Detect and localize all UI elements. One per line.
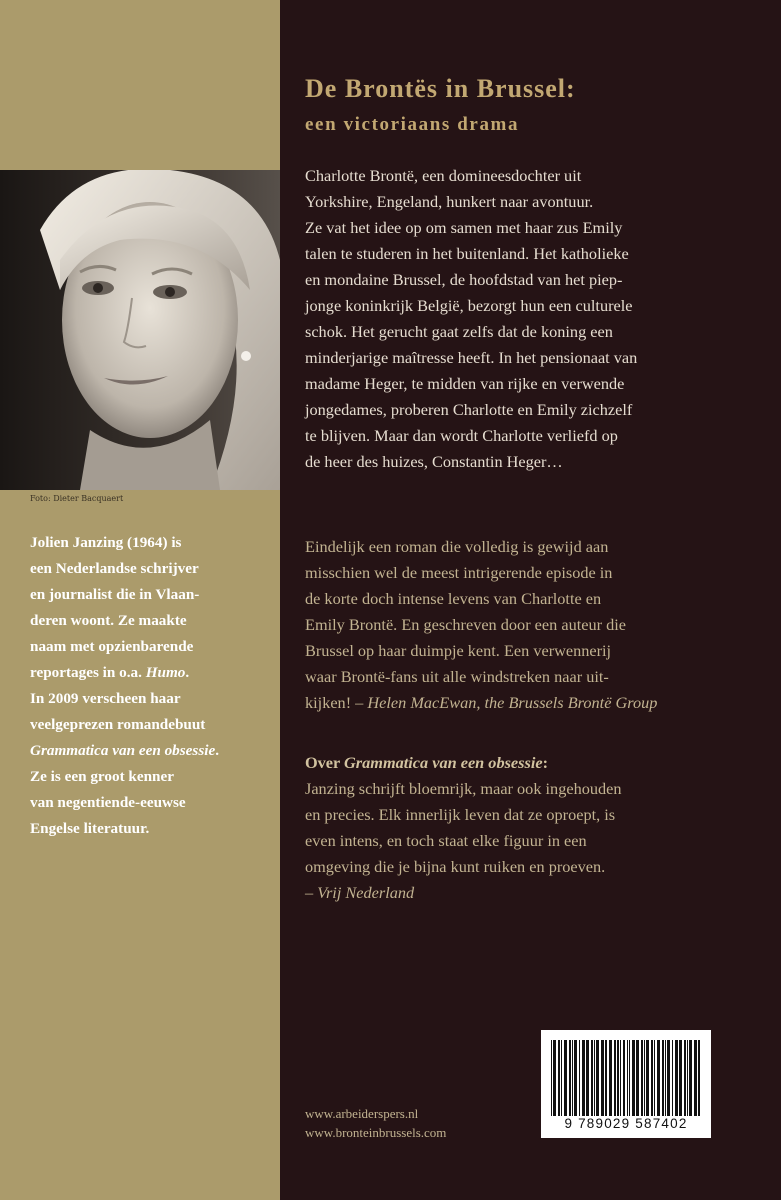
- blurb-line: en mondaine Brussel, de hoofdstad van het piep-: [305, 270, 623, 289]
- over-line: en precies. Elk innerlijk leven dat ze oproept, is: [305, 805, 616, 824]
- bio-line: naam met opzienbarende: [30, 638, 194, 655]
- barcode-bar: [558, 1040, 560, 1116]
- review-source: Helen MacEwan, the Brussels Brontë Group: [367, 693, 658, 712]
- barcode-bar: [646, 1040, 649, 1116]
- bio-line: veelgeprezen romandebuut: [30, 716, 206, 733]
- barcode-bar: [614, 1040, 616, 1116]
- barcode-bar: [582, 1040, 585, 1116]
- bio-line: deren woont. Ze maakte: [30, 612, 187, 629]
- book-title: De Brontës in Brussel:: [305, 74, 576, 103]
- blurb-line: talen te studeren in het buitenland. Het katholieke: [305, 244, 629, 263]
- blurb-line: Yorkshire, Engeland, hunkert naar avontuur.: [305, 192, 594, 211]
- barcode-bar: [641, 1040, 643, 1116]
- publisher-url[interactable]: www.arbeiderspers.nl: [305, 1106, 419, 1121]
- review-line: Emily Brontë. En geschreven door een auteur die: [305, 615, 626, 634]
- barcode-bar: [672, 1040, 673, 1116]
- barcode-bar: [687, 1040, 688, 1116]
- barcode-bar: [662, 1040, 664, 1116]
- over-prefix: Over: [305, 753, 345, 772]
- review-line: misschien wel de meest intrigerende episode in: [305, 563, 613, 582]
- barcode-bar: [667, 1040, 670, 1116]
- bio-humo: Humo: [145, 664, 186, 681]
- barcode-bar: [620, 1040, 621, 1116]
- bio-line: Ze is een groot kenner: [30, 768, 174, 785]
- blurb-line: madame Heger, te midden van rijke en verwende: [305, 374, 625, 393]
- review-line: waar Brontë-fans uit alle windstreken naar uit-: [305, 667, 609, 686]
- barcode-bar: [651, 1040, 653, 1116]
- bio-text: reportages in o.a.: [30, 664, 146, 681]
- over-line: Janzing schrijft bloemrijk, maar ook ingehouden: [305, 779, 622, 798]
- bio-line: een Nederlandse schrijver: [30, 560, 199, 577]
- barcode-bar: [605, 1040, 607, 1116]
- blurb-line: jongedames, proberen Charlotte en Emily zichzelf: [305, 400, 633, 419]
- barcode-bar: [572, 1040, 573, 1116]
- barcode-bar: [679, 1040, 682, 1116]
- barcode-bar: [627, 1040, 628, 1116]
- review-text: kijken! –: [305, 693, 368, 712]
- bio-line: In 2009 verscheen haar: [30, 690, 181, 707]
- barcode-bar: [609, 1040, 612, 1116]
- over-title: Grammatica van een obsessie: [344, 753, 543, 772]
- author-bio: [30, 530, 272, 842]
- barcode-bar: [684, 1040, 686, 1116]
- barcode-bar: [675, 1040, 678, 1116]
- bio-line: en journalist die in Vlaan-: [30, 586, 200, 603]
- bio-line: [30, 738, 272, 764]
- review-line: Eindelijk een roman die volledig is gewijd aan: [305, 537, 609, 556]
- over-source: Vrij Nederland: [317, 883, 415, 902]
- blurb-line: Ze vat het idee op om samen met haar zus Emily: [305, 218, 623, 237]
- review-quote: [305, 534, 765, 716]
- blurb-line: minderjarige maîtresse heeft. In het pensionaat van: [305, 348, 638, 367]
- book-url[interactable]: www.bronteinbrussels.com: [305, 1125, 447, 1140]
- barcode-bar: [644, 1040, 645, 1116]
- blurb-line: Charlotte Brontë, een domineesdochter uit: [305, 166, 582, 185]
- barcode: [541, 1030, 711, 1138]
- bio-line: [30, 660, 272, 686]
- review-line: de korte doch intense levens van Charlotte en: [305, 589, 602, 608]
- barcode-bar: [698, 1040, 700, 1116]
- bio-line: Engelse literatuur.: [30, 820, 150, 837]
- barcode-bar: [553, 1040, 556, 1116]
- barcode-bar: [657, 1040, 660, 1116]
- isbn-number: 9 789029 587402: [564, 1116, 688, 1131]
- bio-text: .: [185, 664, 190, 681]
- urls: [305, 1104, 446, 1142]
- barcode-bar: [632, 1040, 635, 1116]
- over-line: even intens, en toch staat elke figuur in een: [305, 831, 587, 850]
- blurb-line: schok. Het gerucht gaat zelfs dat de koning een: [305, 322, 613, 341]
- barcode-bar: [617, 1040, 619, 1116]
- blurb-line: de heer des huizes, Constantin Heger…: [305, 452, 563, 471]
- barcode-bar: [574, 1040, 577, 1116]
- barcode-bar: [665, 1040, 666, 1116]
- barcode-bar: [569, 1040, 571, 1116]
- barcode-bar: [623, 1040, 625, 1116]
- over-heading: [305, 750, 765, 776]
- bio-debut-title: Grammatica van een obsessie: [30, 742, 216, 759]
- photo-credit: Foto: Dieter Bacquaert: [30, 494, 124, 503]
- bio-line: van negentiende-eeuwse: [30, 794, 186, 811]
- barcode-bar: [596, 1040, 599, 1116]
- blurb: [305, 163, 765, 475]
- review-line: [305, 690, 765, 716]
- blurb-line: te blijven. Maar dan wordt Charlotte verliefd op: [305, 426, 618, 445]
- barcode-bar: [689, 1040, 692, 1116]
- barcode-bar: [551, 1040, 552, 1116]
- bio-text: .: [215, 742, 219, 759]
- barcode-bar: [629, 1040, 630, 1116]
- barcode-bar: [579, 1040, 580, 1116]
- barcode-bar: [601, 1040, 604, 1116]
- bio-line: Jolien Janzing (1964) is: [30, 534, 182, 551]
- author-photo: [0, 170, 280, 490]
- review-line: Brussel op haar duimpje kent. Een verwennerij: [305, 641, 612, 660]
- barcode-bar: [591, 1040, 593, 1116]
- barcode-bar: [594, 1040, 595, 1116]
- over-line: [305, 880, 765, 906]
- barcode-bar: [636, 1040, 639, 1116]
- barcode-bar: [561, 1040, 562, 1116]
- over-review: [305, 750, 765, 906]
- over-line: omgeving die je bijna kunt ruiken en proeven.: [305, 857, 606, 876]
- barcode-bar: [694, 1040, 697, 1116]
- blurb-line: jonge koninkrijk België, bezorgt hun een culturele: [305, 296, 633, 315]
- book-subtitle: een victoriaans drama: [305, 114, 520, 135]
- over-dash: –: [305, 883, 318, 902]
- barcode-bars: [549, 1040, 703, 1116]
- barcode-bar: [564, 1040, 567, 1116]
- barcode-bar: [654, 1040, 655, 1116]
- barcode-bar: [586, 1040, 589, 1116]
- over-colon: :: [542, 753, 548, 772]
